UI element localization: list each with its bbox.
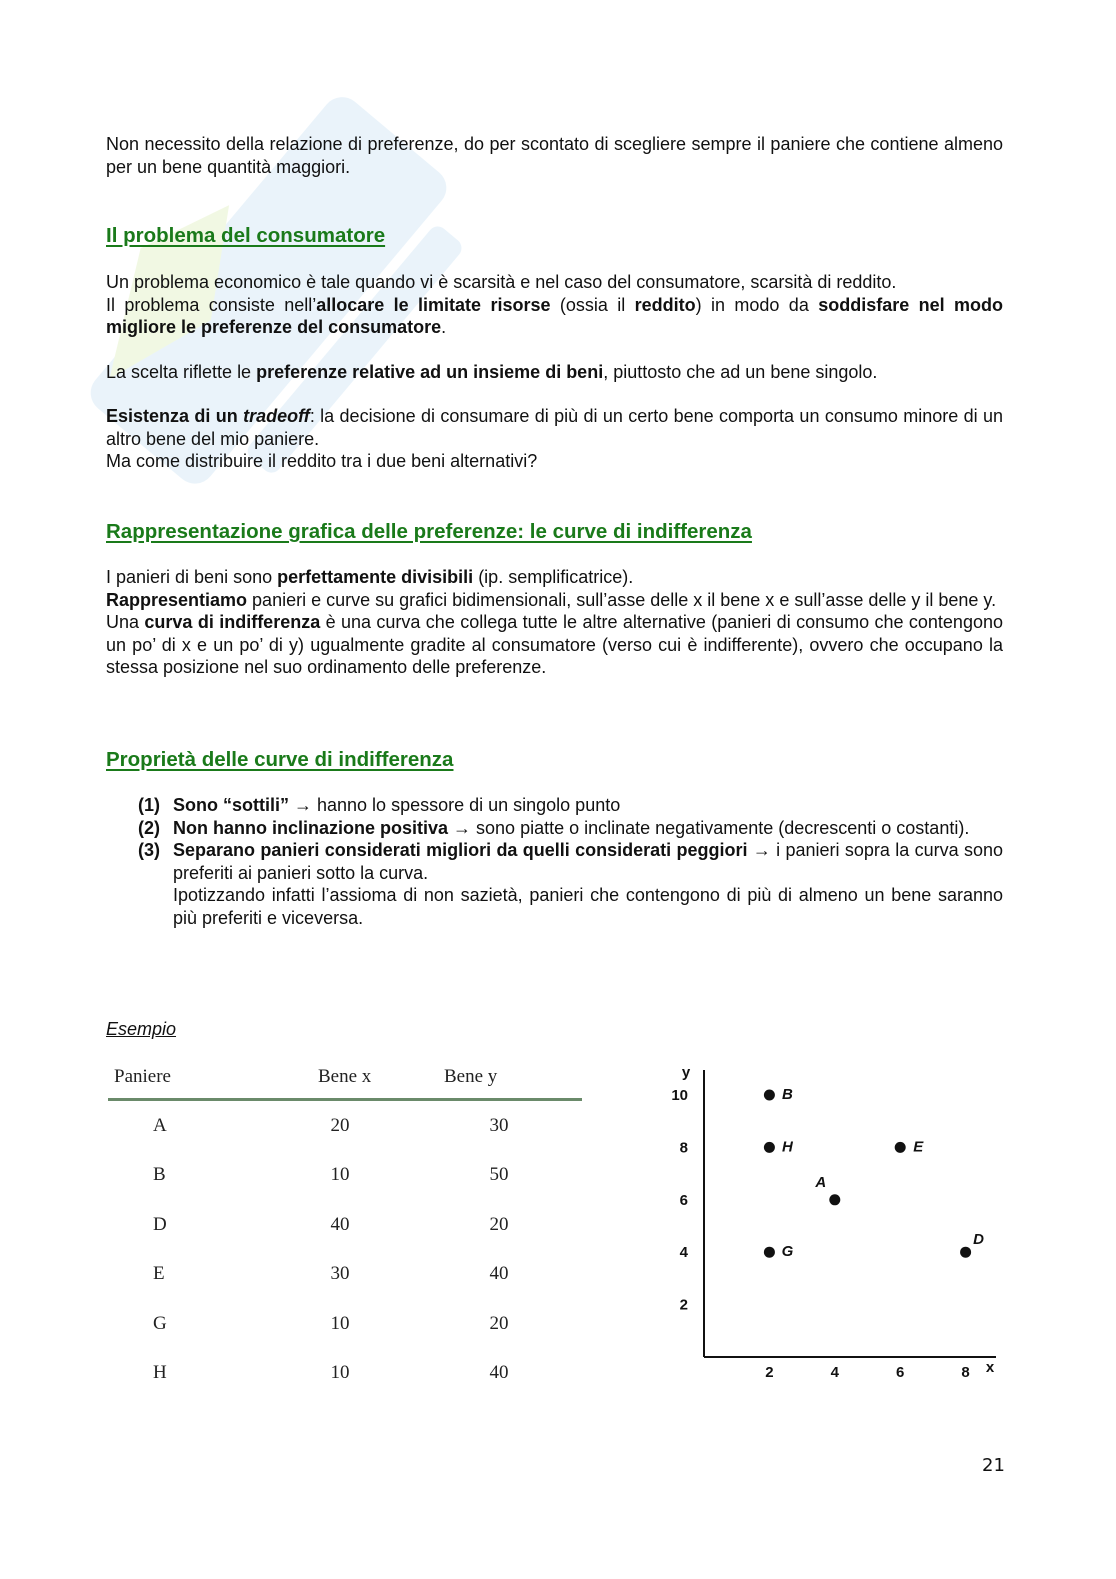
- point-label-d: D: [973, 1231, 985, 1249]
- point-h: [764, 1142, 775, 1153]
- section-title-properties: Proprietà delle curve di indifferenza: [106, 748, 454, 771]
- header-paniere: Paniere: [114, 1066, 171, 1087]
- point-label-b: B: [781, 1086, 793, 1103]
- y-tick-label: 10: [671, 1087, 688, 1104]
- paragraph: La scelta riflette le preferenze relative ad un insieme di beni, piuttosto che ad un bene singolo.: [106, 361, 878, 382]
- table-row: H 10 40: [153, 1362, 509, 1384]
- x-axis-label: x: [985, 1359, 995, 1376]
- point-label-e: E: [913, 1138, 924, 1156]
- properties-list: [138, 794, 1003, 929]
- section-title-consumer-problem: Il problema del consumatore: [106, 224, 386, 247]
- scatter-chart: [660, 1056, 1020, 1396]
- header-bene-x: Bene x: [318, 1066, 372, 1087]
- paragraph: Esistenza di un tradeoff: la decisione di consumare di più di un certo bene comporta un consumo minore di un altro bene del mio paniere.: [106, 406, 1003, 449]
- paragraph: Il problema consiste nell’allocare le limitate risorse (ossia il reddito) in modo da soddisfare nel modo migliore le preferenze del consumatore.: [106, 294, 1004, 337]
- point-label-a: A: [815, 1173, 827, 1191]
- table-row: G 10 20: [153, 1312, 509, 1334]
- y-tick-label: 8: [679, 1139, 688, 1157]
- y-axis-label: y: [681, 1064, 691, 1081]
- list-item: (2) Non hanno inclinazione positiva → sono piatte o inclinate negativamente (decrescenti o costanti).: [138, 817, 970, 838]
- section-title-graphic-representation: Rappresentazione grafica delle preferenze: le curve di indifferenza: [106, 520, 752, 543]
- x-tick-label: 6: [896, 1364, 905, 1381]
- y-tick-label: 6: [679, 1191, 688, 1209]
- consumer-problem-text: [106, 271, 1003, 473]
- panieri-table: [108, 1062, 582, 1398]
- example-label: Esempio: [106, 1019, 177, 1039]
- list-item: (1) Sono “sottili” → hanno lo spessore di un singolo punto: [138, 795, 621, 815]
- paragraph: I panieri di beni sono perfettamente divisibili (ip. semplificatrice).: [106, 567, 634, 587]
- header-bene-y: Bene y: [444, 1066, 498, 1087]
- point-d: [960, 1247, 971, 1258]
- table-header-row: [108, 1062, 582, 1100]
- paragraph: Rappresentiamo panieri e curve su grafici bidimensionali, sull’asse delle x il bene x e sull’asse delle y il bene y.: [106, 589, 997, 610]
- x-tick-label: 2: [765, 1364, 774, 1381]
- table-row: A 20 30: [153, 1114, 509, 1136]
- point-a: [829, 1194, 840, 1205]
- page-number: 21: [982, 1455, 1005, 1476]
- table-row: B 10 50: [153, 1164, 509, 1186]
- intro-paragraph: Non necessito della relazione di preferenze, do per scontato di scegliere sempre il paniere che contiene almeno per un bene quantità maggiori.: [106, 134, 1003, 177]
- paragraph: Un problema economico è tale quando vi è scarsità e nel caso del consumatore, scarsità di reddito.: [106, 272, 897, 292]
- point-g: [764, 1247, 775, 1258]
- table-row: E 30 40: [153, 1263, 509, 1285]
- point-label-g: G: [781, 1243, 794, 1261]
- paragraph: Ma come distribuire il reddito tra i due beni alternativi?: [106, 451, 538, 471]
- point-e: [895, 1142, 906, 1153]
- table-row: D 40 20: [153, 1213, 509, 1235]
- x-tick-label: 4: [830, 1364, 839, 1381]
- point-label-h: H: [781, 1138, 793, 1156]
- x-tick-label: 8: [961, 1364, 970, 1381]
- y-tick-label: 4: [679, 1244, 688, 1262]
- point-b: [764, 1090, 775, 1101]
- list-item: (3) Separano panieri considerati migliori da quelli considerati peggiori → i panieri sopra la curva sono preferiti ai panieri sotto la curva. Ipotizzando infatti l’assioma di non sazietà, panieri che contengono di più di almeno un bene saranno più preferiti e viceversa.: [138, 840, 1004, 928]
- y-tick-label: 2: [679, 1296, 688, 1314]
- graphic-representation-text: [106, 566, 1003, 679]
- paragraph: Una curva di indifferenza è una curva che collega tutte le altre alternative (panieri di consumo che contengono un po’ di x e un po’ di y) ugualmente gradite al consumatore (verso cui è indifferente), ovvero che occupano la stessa posizione nel suo ordinamento delle preferenze.: [106, 612, 1003, 677]
